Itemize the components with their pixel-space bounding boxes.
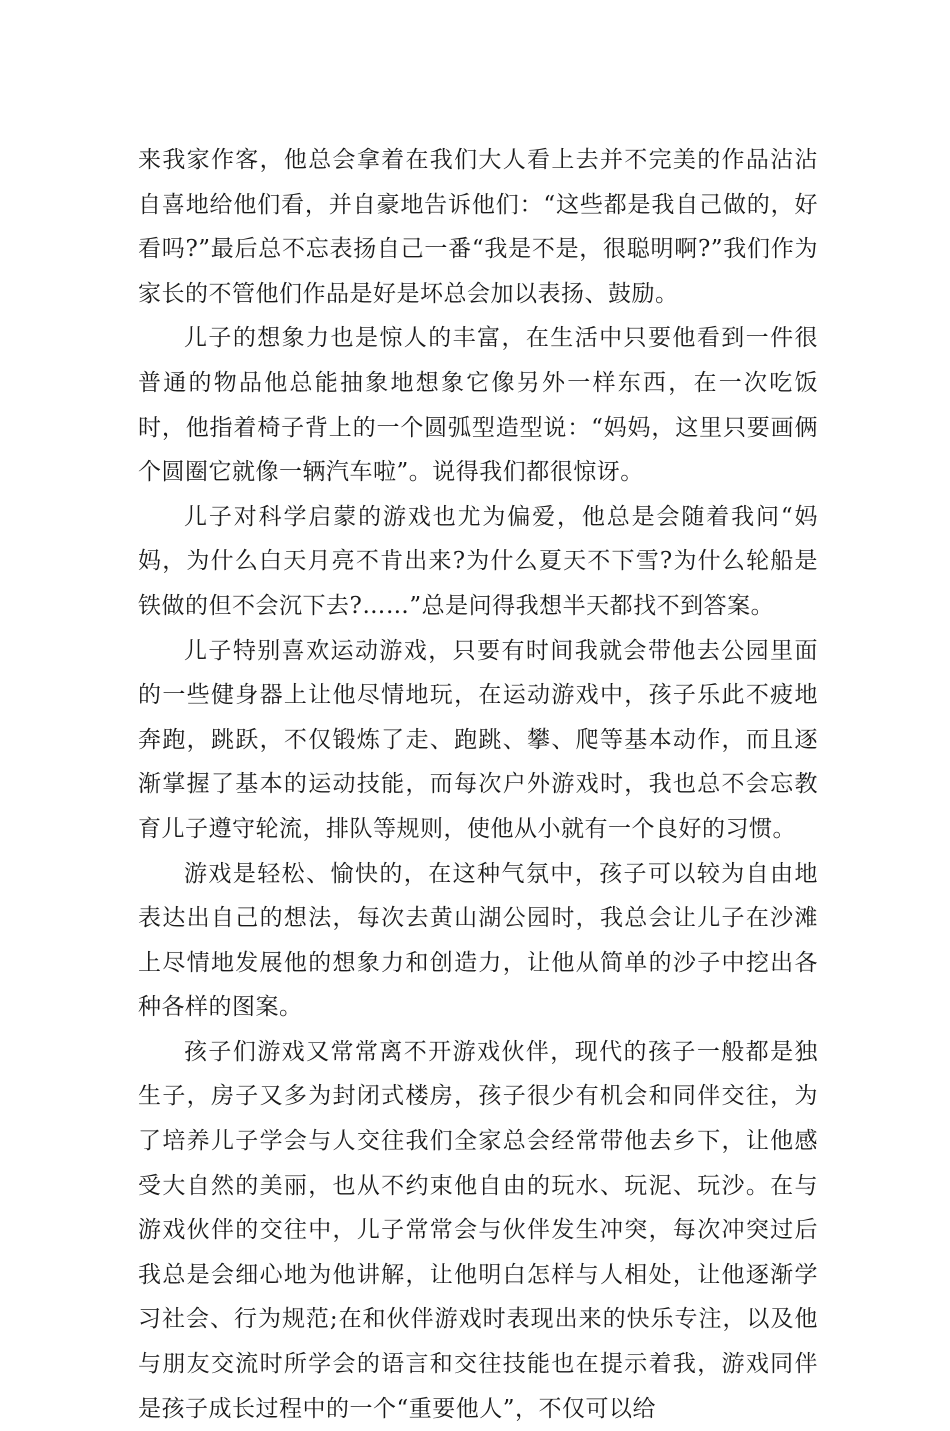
paragraph-6: 孩子们游戏又常常离不开游戏伙伴，现代的孩子一般都是独生子，房子又多为封闭式楼房，孩子很少有机会和同伴交往，为了培养儿子学会与人交往我们全家总会经常带他去乡下，让他感受大自然的美丽，也从不约束他自由的玩水、玩泥、玩沙。在与游戏伙伴的交往中，儿子常常会与伙伴发生冲突，每次冲突过后我总是会细心地为他讲解，让他明白怎样与人相处，让他逐渐学习社会、行为规范;在和伙伴游戏时表现出来的快乐专注，以及他与朋友交流时所学会的语言和交往技能也在提示着我，游戏同伴是孩子成长过程中的一个“重要他人”，不仅可以给 — [138, 1038, 818, 1422]
paragraph-4: 儿子特别喜欢运动游戏，只要有时间我就会带他去公园里面的一些健身器上让他尽情地玩，在运动游戏中，孩子乐此不疲地奔跑，跳跃，不仅锻炼了走、跑跳、攀、爬等基本动作，而且逐渐掌握了基本的运动技能，而每次户外游戏时，我也总不会忘教育儿子遵守轮流，排队等规则，使他从小就有一个良好的习惯。 — [138, 637, 818, 842]
paragraph-1: 来我家作客，他总会拿着在我们大人看上去并不完美的作品沾沾自喜地给他们看，并自豪地告诉他们：“这些都是我自己做的，好看吗?”最后总不忘表扬自己一番“我是不是，很聪明啊?”我们作为家长的不管他们作品是好是坏总会加以表扬、鼓励。 — [138, 147, 818, 307]
paragraph-3: 儿子对科学启蒙的游戏也尤为偏爱，他总是会随着我问“妈妈，为什么白天月亮不肯出来?为什么夏天不下雪?为什么轮船是铁做的但不会沉下去?……”总是问得我想半天都找不到答案。 — [138, 503, 818, 619]
paragraph-2: 儿子的想象力也是惊人的丰富，在生活中只要他看到一件很普通的物品他总能抽象地想象它像另外一样东西，在一次吃饭时，他指着椅子背上的一个圆弧型造型说：“妈妈，这里只要画俩个圆圈它就像一辆汽车啦”。说得我们都很惊讶。 — [138, 325, 818, 486]
document-body — [138, 138, 818, 1431]
paragraph-5: 游戏是轻松、愉快的，在这种气氛中，孩子可以较为自由地表达出自己的想法，每次去黄山湖公园时，我总会让儿子在沙滩上尽情地发展他的想象力和创造力，让他从简单的沙子中挖出各种各样的图案。 — [138, 860, 818, 1021]
